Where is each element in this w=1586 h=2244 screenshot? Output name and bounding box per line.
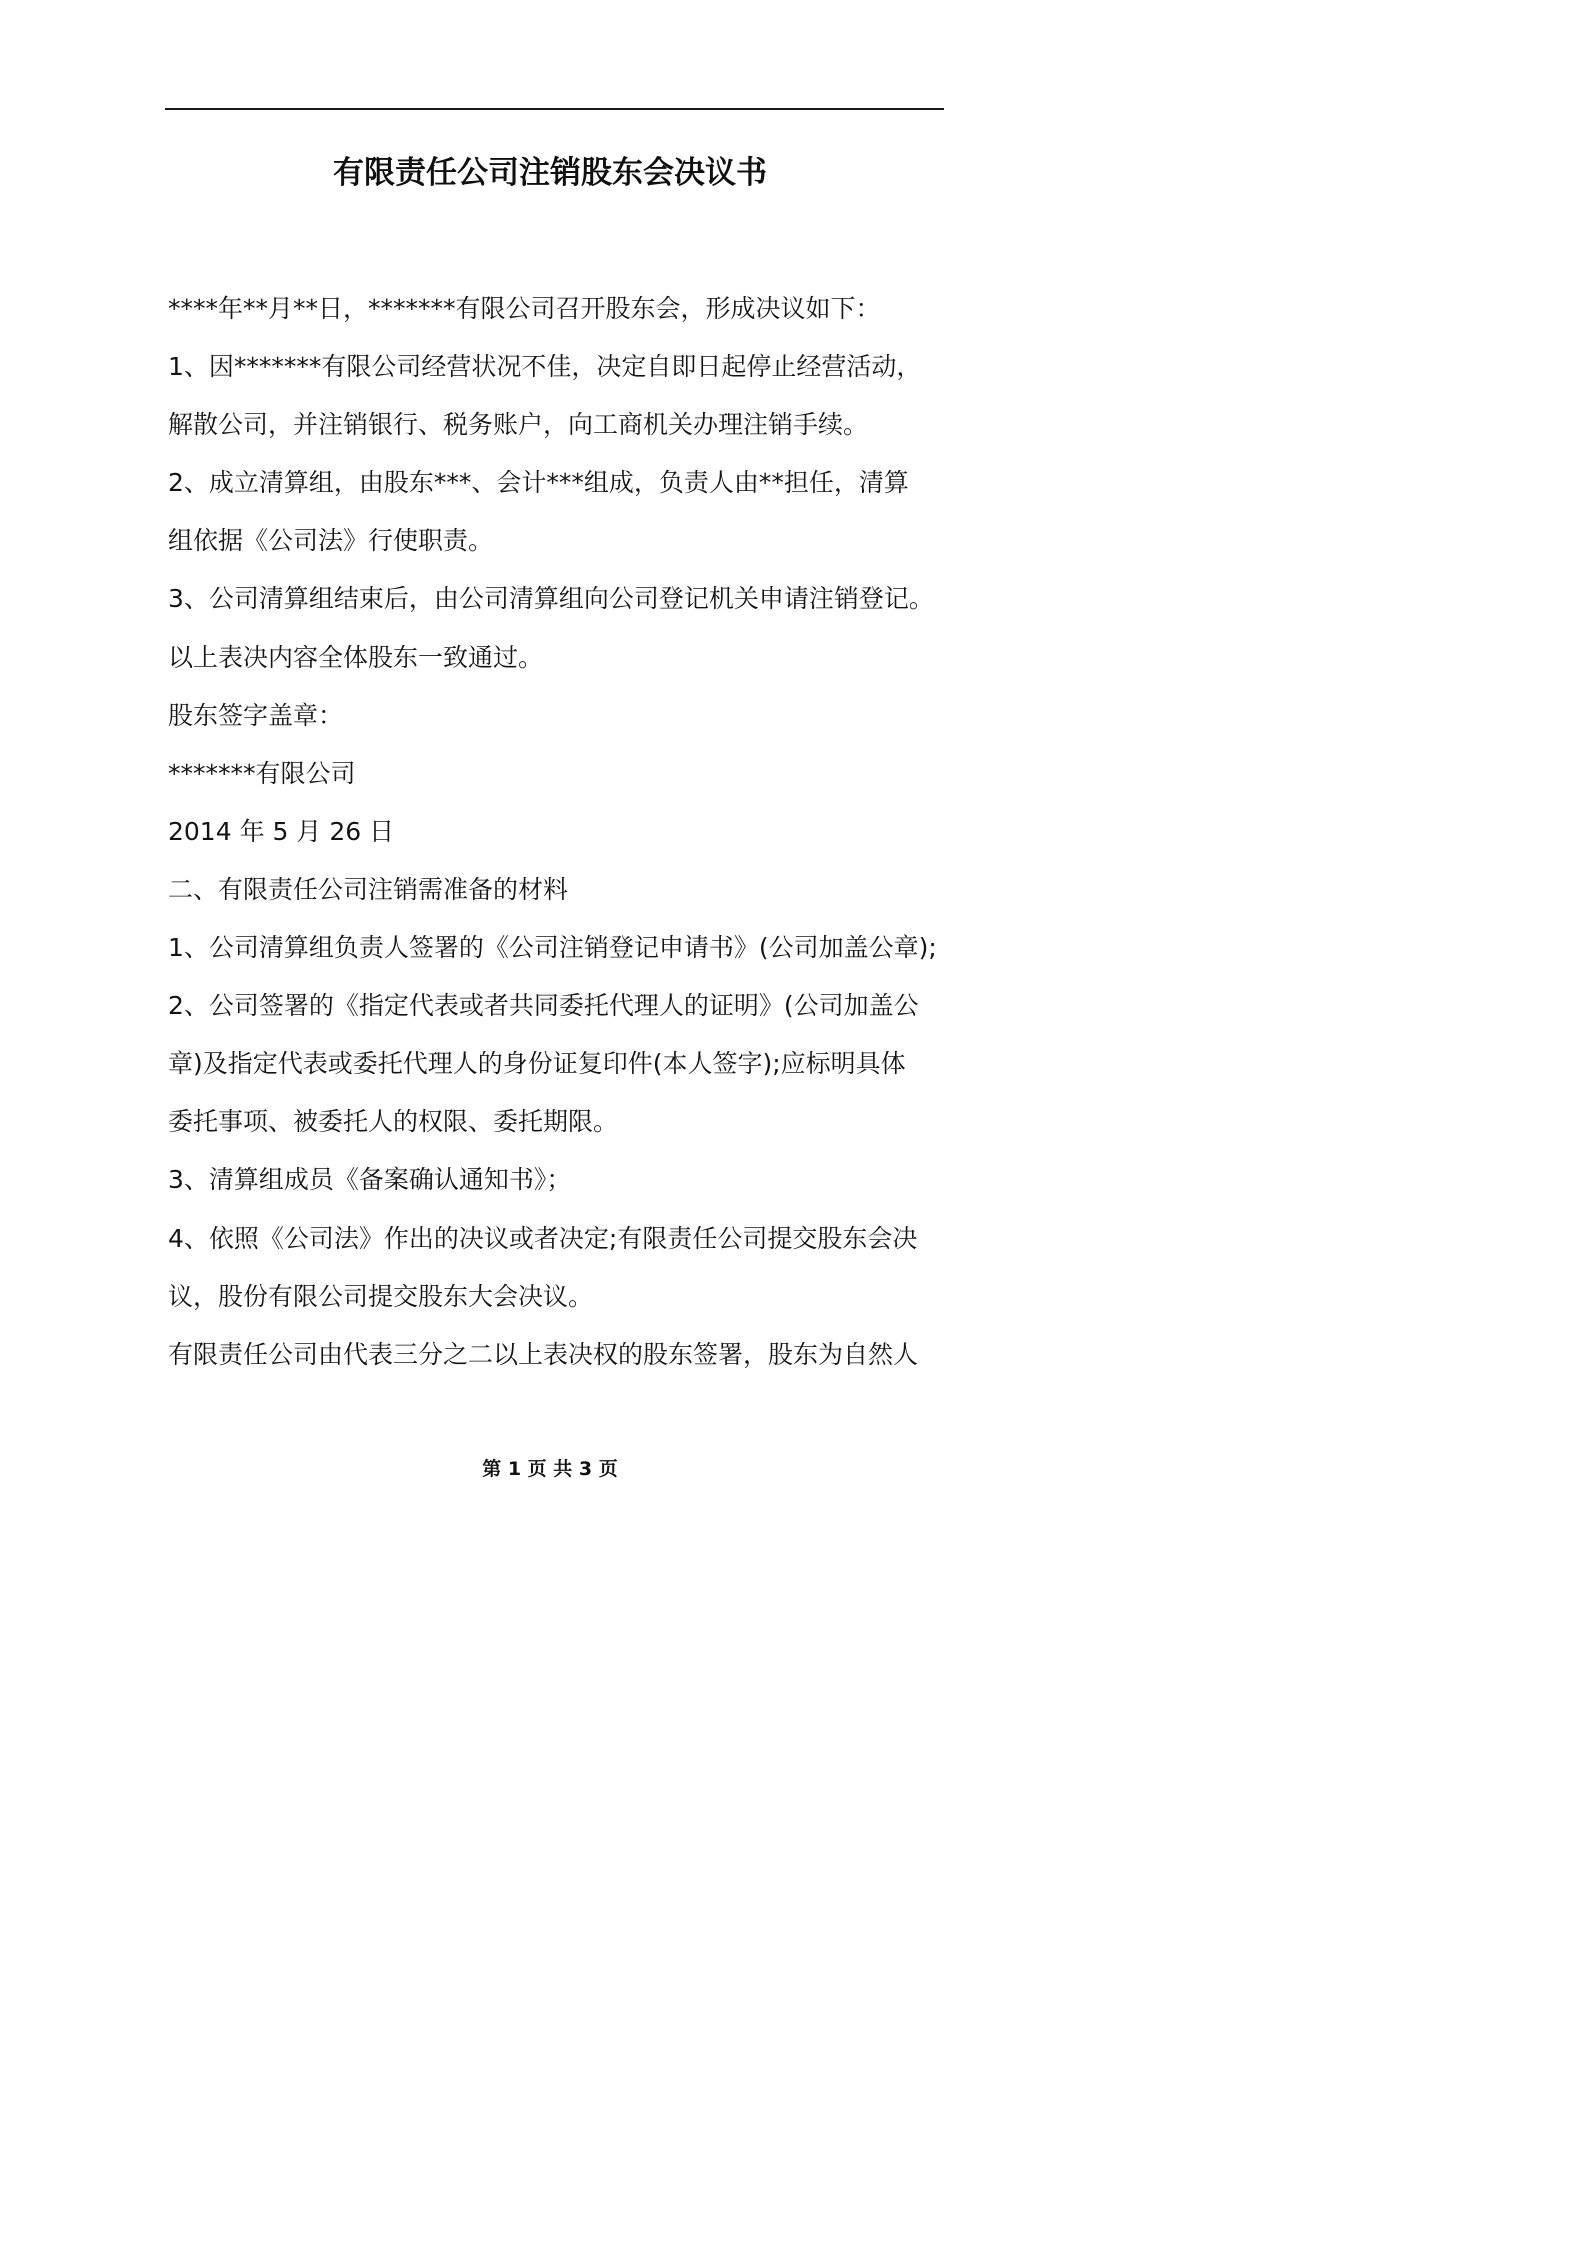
meeting-intro-line: ****年**月**日，*******有限公司召开股东会，形成决议如下：	[168, 294, 881, 323]
material-4-line-2: 议，股份有限公司提交股东大会决议。	[168, 1281, 594, 1311]
signing-requirement-line: 有限责任公司由代表三分之二以上表决权的股东签署，股东为自然人	[168, 1339, 919, 1369]
resolution-2-line-2: 组依据《公司法》行使职责。	[168, 526, 494, 556]
material-3-line: 3、清算组成员《备案确认通知书》；	[168, 1165, 572, 1195]
date-line: 2014 年 5 月 26 日	[168, 816, 395, 846]
section-2-heading: 二、有限责任公司注销需准备的材料	[168, 874, 569, 904]
material-2-line-2: 章)及指定代表或委托代理人的身份证复印件(本人签字);应标明具体	[168, 1049, 906, 1079]
material-2-line-1: 2、公司签署的《指定代表或者共同委托代理人的证明》(公司加盖公	[168, 991, 919, 1021]
resolution-1-line-1: 1、因*******有限公司经营状况不佳，决定自即日起停止经营活动，	[168, 352, 922, 382]
header-divider	[165, 108, 944, 110]
material-4-line-1: 4、依照《公司法》作出的决议或者决定;有限责任公司提交股东会决	[168, 1223, 918, 1253]
document-title: 有限责任公司注销股东会决议书	[333, 155, 767, 191]
material-1-line: 1、公司清算组负责人签署的《公司注销登记申请书》(公司加盖公章);	[168, 933, 937, 963]
resolution-2-line-1: 2、成立清算组，由股东***、会计***组成，负责人由**担任，清算	[168, 468, 909, 498]
material-2-line-3: 委托事项、被委托人的权限、委托期限。	[168, 1107, 619, 1137]
company-name-line: *******有限公司	[168, 758, 356, 788]
resolution-3-line: 3、公司清算组结束后，由公司清算组向公司登记机关申请注销登记。	[168, 584, 934, 614]
signature-label: 股东签字盖章：	[168, 700, 344, 730]
page-number: 第 1 页 共 3 页	[482, 1458, 618, 1480]
unanimous-approval-line: 以上表决内容全体股东一致通过。	[168, 642, 544, 672]
resolution-1-line-2: 解散公司，并注销银行、税务账户，向工商机关办理注销手续。	[168, 410, 869, 440]
document-body	[168, 280, 948, 1384]
